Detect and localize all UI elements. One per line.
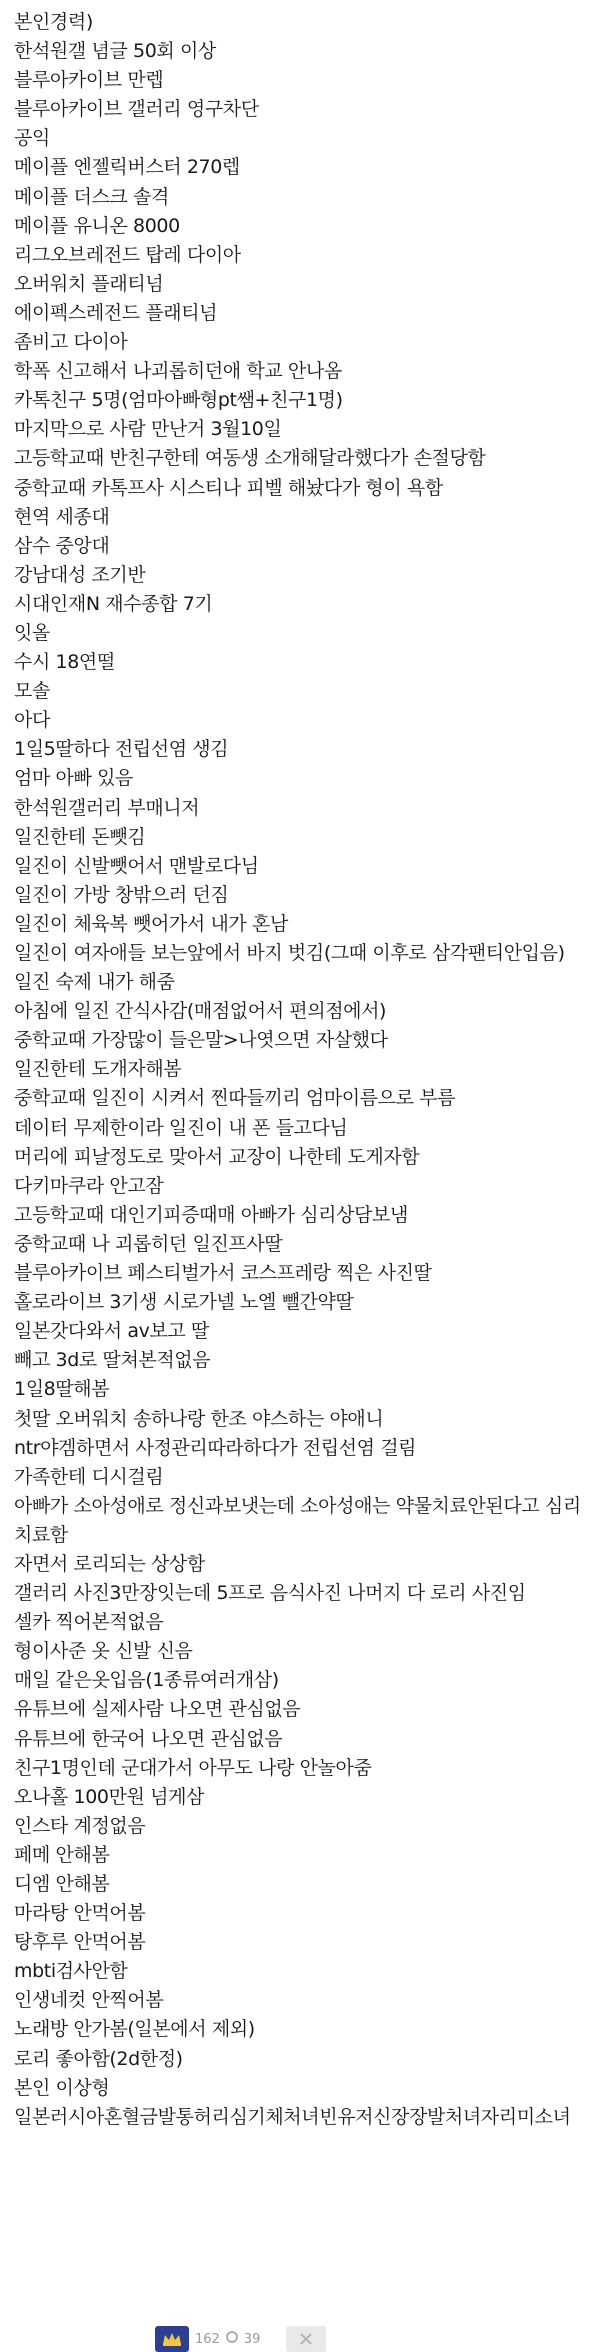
text-line: 일진한테 도개자해봄: [14, 1058, 182, 1081]
text-line: 중학교때 카톡프사 시스티나 피벨 해놨다가 형이 욕함: [14, 476, 443, 499]
text-line: 본인경력): [14, 11, 93, 33]
text-line: 블루아카이브 페스티벌가서 코스프레랑 찍은 사진딸: [14, 1262, 432, 1285]
text-line: 카톡친구 5명(엄마아빠형pt쌤+친구1명): [14, 389, 343, 412]
text-line: 일본갓다와서 av보고 딸: [14, 1320, 209, 1343]
text-line: 마지막으로 사람 만난거 3월10일: [14, 418, 282, 441]
text-line: 본인 이상형: [14, 2076, 110, 2099]
text-line: mbti검사안함: [14, 1960, 128, 1983]
text-line: 수시 18연떨: [14, 651, 115, 674]
text-line: 페메 안해봄: [14, 1843, 110, 1866]
text-line: 일진이 체육복 뺏어가서 내가 혼남: [14, 912, 288, 935]
text-line: 엄마 아빠 있음: [14, 767, 134, 790]
text-line: 한석원갤러리 부매니저: [14, 796, 200, 819]
text-line: 빼고 3d로 딸쳐본적없음: [14, 1349, 211, 1372]
text-line: 메이플 더스크 솔격: [14, 185, 169, 208]
text-line: 오나홀 100만원 넘게삼: [14, 1785, 204, 1808]
text-line: 인스타 계정없음: [14, 1814, 146, 1837]
text-line: 첫딸 오버워치 송하나랑 한조 야스하는 야애니: [14, 1407, 384, 1430]
text-line: 학폭 신고해서 나괴롭히던애 학교 안나옴: [14, 360, 342, 383]
text-line: 고등학교때 대인기피증때매 아빠가 심리상담보냄: [14, 1203, 408, 1226]
text-line: 일진 숙제 내가 해줌: [14, 971, 175, 994]
text-line: 메이플 엔젤릭버스터 270렙: [14, 156, 240, 179]
text-line: 좀비고 다이아: [14, 331, 128, 354]
text-line: ntr야겜하면서 사정관리따라하다가 전립선염 걸림: [14, 1436, 417, 1459]
text-line: 중학교때 나 괴롭히던 일진프사딸: [14, 1232, 283, 1255]
text-line: 아빠가 소아성애로 정신과보냇는데 소아성애는 약물치료안된다고 심리치료함: [14, 1494, 581, 1546]
text-line: 데이터 무제한이라 일진이 내 폰 들고다님: [14, 1116, 348, 1139]
text-line: 마라탕 안먹어봄: [14, 1902, 146, 1925]
text-line: 1일8딸해봄: [14, 1378, 110, 1401]
text-line: 블루아카이브 만렙: [14, 69, 164, 92]
text-line: 한석원갤 념글 50회 이상: [14, 40, 216, 63]
text-line: 다키마쿠라 안고잠: [14, 1174, 164, 1197]
text-line: 디엠 안해봄: [14, 1873, 110, 1895]
text-line: 홀로라이브 3기생 시로가넬 노엘 뺄간약딸: [14, 1291, 354, 1314]
text-line: 메이플 유니온 8000: [14, 214, 180, 237]
text-line: 유튜브에 한국어 나오면 관심없음: [14, 1727, 283, 1750]
text-line: 중학교때 가장많이 들은말>나엿으면 자살했다: [14, 1029, 388, 1052]
text-line: 일진이 여자애들 보는앞에서 바지 벗김(그때 이후로 삼각팬티안입음): [14, 942, 565, 964]
text-line: 자면서 로리되는 상상함: [14, 1552, 205, 1575]
text-line: 가족한테 디시걸림: [14, 1465, 164, 1488]
crown-icon: [155, 2326, 189, 2352]
text-line: 고등학교때 반친구한테 여동생 소개해달라했다가 손절당함: [14, 447, 486, 470]
close-icon[interactable]: [286, 2326, 326, 2352]
text-line: 1일5딸하다 전립선염 생김: [14, 738, 229, 761]
text-line: 일진이 신발뺏어서 맨발로다님: [14, 854, 259, 877]
document-body: [14, 8, 584, 2132]
text-line: 삼수 중앙대: [14, 534, 110, 557]
text-line: 머리에 피날정도로 맞아서 교장이 나한테 도게자함: [14, 1145, 420, 1168]
text-line: 에이펙스레전드 플래티넘: [14, 301, 218, 324]
text-line: 모솔: [14, 680, 50, 703]
text-line: 아침에 일진 간식사감(매점없어서 편의점에서): [14, 1000, 387, 1023]
post-footer: [155, 2326, 326, 2352]
text-line: 오버워치 플래티넘: [14, 272, 164, 295]
text-line: 친구1명인데 군대가서 아무도 나랑 안놀아줌: [14, 1756, 372, 1779]
text-line: 리그오브레전드 탑레 다이아: [14, 243, 241, 266]
text-line: 노래방 안가봄(일본에서 제외): [14, 2018, 255, 2041]
comment-icon: [226, 2331, 238, 2347]
text-line: 블루아카이브 갤러리 영구차단: [14, 98, 259, 121]
text-line: 탕후루 안먹어봄: [14, 1931, 146, 1954]
text-line: 갤러리 사진3만장잇는데 5프로 음식사진 나머지 다 로리 사진임: [14, 1582, 526, 1605]
text-line: 매일 같은옷입음(1종류여러개삼): [14, 1669, 279, 1692]
text-line: 공익: [14, 127, 50, 150]
text-line: 셀카 찍어본적없음: [14, 1611, 164, 1634]
text-line: 형이사준 옷 신발 신음: [14, 1640, 193, 1663]
text-line: 로리 좋아함(2d한정): [14, 2047, 183, 2070]
view-count: 162: [195, 2331, 220, 2347]
text-line: 강남대성 조기반: [14, 563, 146, 586]
text-line: 인생네컷 안찍어봄: [14, 1989, 164, 2012]
text-line: 아다: [14, 709, 50, 732]
text-line: 잇올: [14, 621, 50, 644]
text-line: 일진이 가방 창밖으러 던짐: [14, 883, 229, 906]
text-line: 일진한테 돈뺏김: [14, 825, 146, 848]
text-line: 시대인재N 재수종합 7기: [14, 592, 213, 615]
text-line: 현역 세종대: [14, 505, 110, 528]
text-line: 일본러시아혼혈금발통허리심기체처녀빈유저신장장발처녀자리미소녀: [14, 2105, 571, 2128]
comment-count: 39: [243, 2331, 261, 2347]
text-line: 유튜브에 실제사람 나오면 관심없음: [14, 1698, 301, 1721]
text-line: 중학교때 일진이 시켜서 찐따들끼리 엄마이름으로 부름: [14, 1087, 456, 1110]
